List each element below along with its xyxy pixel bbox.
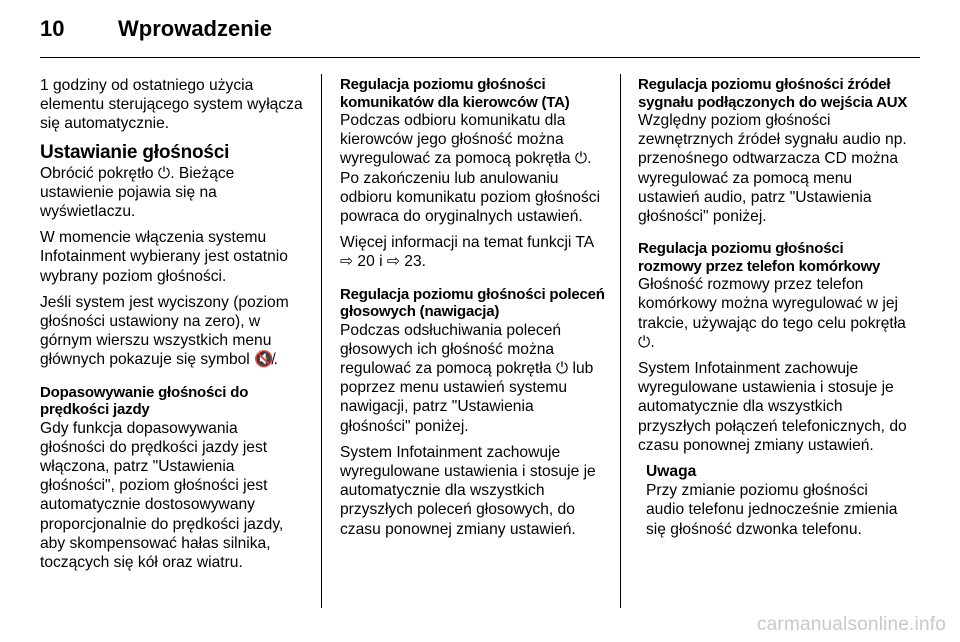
paragraph: 1 godziny od ostatniego użycia elementu sterującego system wyłącza się automatycznie.: [40, 77, 303, 133]
column-divider: [620, 74, 621, 608]
subheading-nav-volume: Regulacja poziomu głośności poleceń głosowych (nawigacja): [340, 285, 605, 321]
header-rule: [40, 57, 920, 58]
paragraph: W momencie włączenia systemu Infotainment wybierany jest ostatnio wybrany poziom głośności.: [40, 229, 288, 285]
note-box: [646, 462, 908, 539]
note-text: Przy zmianie poziomu głośności audio telefonu jednocześnie zmienia się głośność dzwonka telefonu.: [646, 482, 898, 538]
paragraph: Względny poziom głośności zewnętrznych źródeł sygnału audio np. przenośnego odtwarzacza CD można wyregulować za pomocą menu ustawień audio, patrz "Ustawienia głośności" poniżej.: [638, 112, 907, 226]
page-title: Wprowadzenie: [118, 16, 273, 41]
page-number: 10: [40, 16, 65, 41]
subheading-speed-volume: Dopasowywanie głośności do prędkości jazdy: [40, 383, 249, 419]
paragraph: Jeśli system jest wyciszony (poziom głośności ustawiony na zero), w górnym wierszu wszystkich menu głównych pokazuje się symbol 🔇̸.: [40, 293, 289, 369]
column-2: [340, 76, 608, 546]
subheading-ta-volume: Regulacja poziomu głośności komunikatów dla kierowców (TA): [340, 76, 570, 111]
paragraph: Podczas odsłuchiwania poleceń głosowych ich głośność można regulować za pomocą pokrętła ⏻ lub poprzez menu ustawień systemu nawigacji, patrz "Ustawienia głośności" poniżej.: [340, 321, 594, 435]
paragraph: Gdy funkcja dopasowywania głośności do prędkości jazdy jest włączona, patrz "Ustawienia głośności", poziom głośności jest automatycznie dostosowywany proporcjonalnie do prędkości jazdy, aby skompensować hałas silnika, toczących się kół oraz wiatru.: [40, 419, 284, 572]
column-3: [638, 76, 908, 539]
column-1: [40, 76, 304, 579]
column-divider: [321, 74, 322, 608]
page-header: [40, 16, 920, 52]
paragraph: Obrócić pokrętło ⏻. Bieżące ustawienie pojawia się na wyświetlaczu.: [40, 164, 235, 221]
section-heading-volume: Ustawianie głośności: [40, 141, 230, 163]
paragraph: Więcej informacji na temat funkcji TA ⇨ 20 i ⇨ 23.: [340, 234, 594, 271]
subheading-phone-volume: Regulacja poziomu głośności rozmowy przez telefon komórkowy: [638, 240, 881, 275]
note-title: Uwaga: [646, 463, 697, 481]
paragraph: System Infotainment zachowuje wyregulowane ustawienia i stosuje je automatycznie dla wszystkich przyszłych połączeń telefonicznych, do czasu ponownej zmiany ustawień.: [638, 360, 907, 454]
paragraph: System Infotainment zachowuje wyregulowane ustawienia i stosuje je automatycznie dla wszystkich przyszłych poleceń głosowych, do czasu ponownej zmiany ustawień.: [340, 443, 596, 538]
paragraph: Podczas odbioru komunikatu dla kierowców jego głośność można wyregulować za pomocą pokrętła ⏻. Po zakończeniu lub anulowaniu odbioru komunikatu poziom głośności powraca do oryginalnych ustawień.: [340, 112, 601, 226]
watermark-text: carmanualsonline.info: [756, 614, 946, 635]
subheading-aux-volume: Regulacja poziomu głośności źródeł sygnału podłączonych do wejścia AUX: [638, 76, 908, 111]
paragraph: Głośność rozmowy przez telefon komórkowy można wyregulować w jej trakcie, używając do tego celu pokrętła ⏻.: [638, 276, 906, 351]
